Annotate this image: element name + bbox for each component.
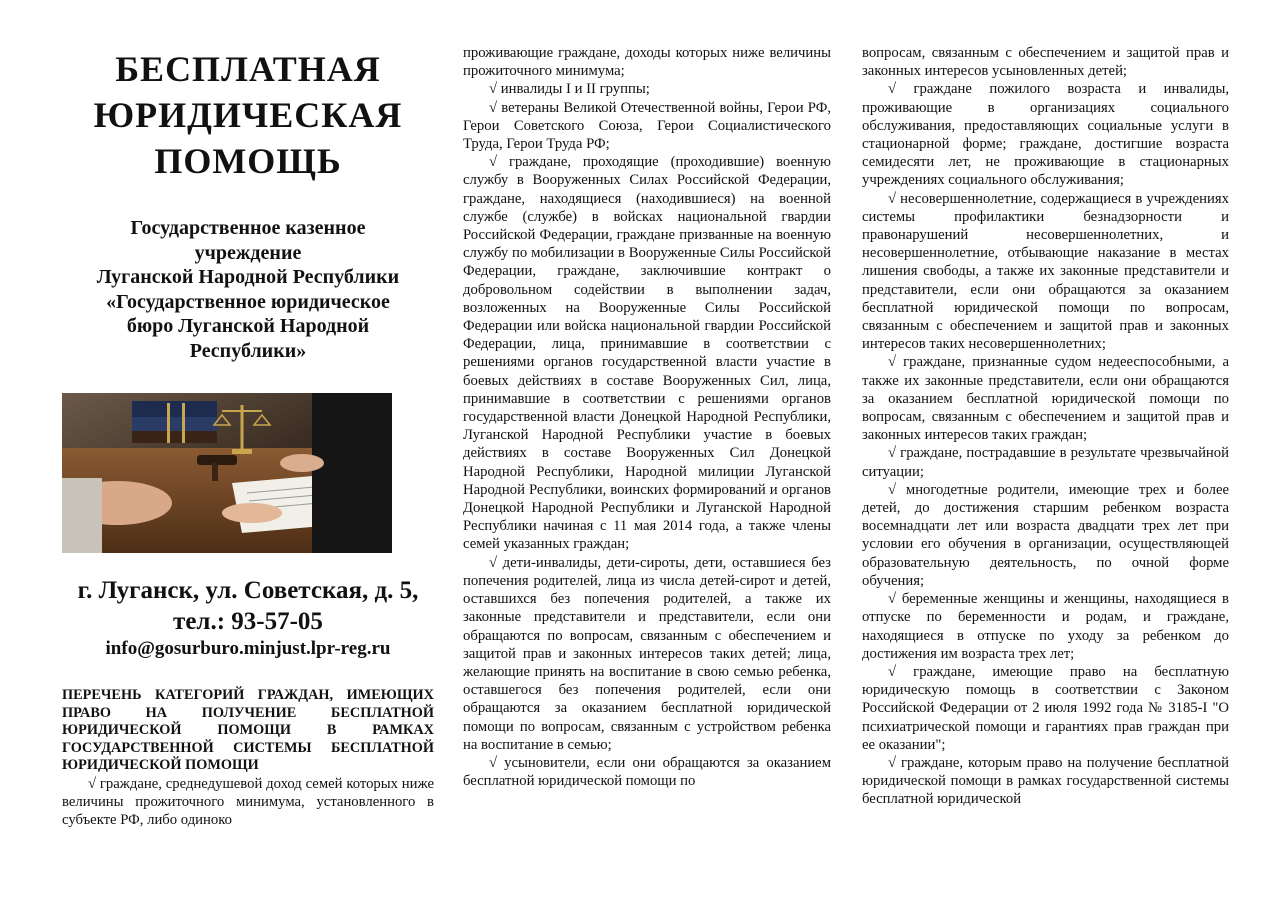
- middle-column: [463, 44, 831, 790]
- categories-heading: ПЕРЕЧЕНЬ КАТЕГОРИЙ ГРАЖДАН, ИМЕЮЩИХ ПРАВО НА ПОЛУЧЕНИЕ БЕСПЛАТНОЙ ЮРИДИЧЕСКОЙ ПОМОЩИ В РАМКАХ ГОСУДАРСТВЕННОЙ СИСТЕМЫ БЕСПЛАТНОЙ ЮРИДИЧЕСКОЙ ПОМОЩИ: [62, 687, 434, 773]
- category-item: √ несовершеннолетние, содержащиеся в учреждениях системы профилактики безнадзорности и правонарушений несовершеннолетних, и несовершеннолетние, отбывающие наказание в местах лишения свободы, а также их законные представители и представители, если они обращаются за оказанием бесплатной юридической помощи по вопросам, связанным с обеспечением и защитой прав и законных интересов таких несовершеннолетних;: [862, 190, 1229, 353]
- category-item: √ ветераны Великой Отечественной войны, Герои РФ, Герои Советского Союза, Герои Социалистического Труда, Герои Труда РФ;: [463, 99, 831, 153]
- category-item: √ граждане, признанные судом недееспособными, а также их законные представители, если они обращаются за оказанием бесплатной юридической помощи по вопросам, связанным с обеспечением и защитой прав и законных интересов таких граждан;: [862, 354, 1229, 444]
- category-item: √ усыновители, если они обращаются за оказанием бесплатной юридической помощи по: [463, 754, 831, 790]
- category-item: √ дети-инвалиды, дети-сироты, дети, оставшиеся без попечения родителей, лица из числа детей-сирот и детей, оставшихся без попечения родителей, а также их законные представители и представители, если они обращаются по вопросам, связанным с обеспечением и защитой прав и законных интересов таких детей; лица, желающие принять на воспитание в свою семью ребенка, оставшегося без попечения родителей, если они обращаются за оказанием бесплатной юридической помощи по вопросам, связанным с устройством ребенка на воспитание в семью;: [463, 554, 831, 753]
- category-item: √ инвалиды I и II группы;: [489, 81, 650, 98]
- lawyer-consultation-photo: [62, 393, 392, 553]
- phone: тел.: 93-57-05: [173, 608, 323, 635]
- category-item-continuation: вопросам, связанным с обеспечением и защитой прав и законных интересов усыновленных детей;: [862, 45, 1229, 80]
- category-item: √ граждане пожилого возраста и инвалиды, проживающие в организациях социального обслуживания, предоставляющих социальные услуги в стационарной форме; граждане, достигшие возраста семидесяти лет, не проживающие в стационарных учреждениях социального обслуживания;: [862, 81, 1229, 189]
- category-item: √ граждане, пострадавшие в результате чрезвычайной ситуации;: [862, 445, 1229, 480]
- address: г. Луганск, ул. Советская, д. 5,: [77, 577, 419, 604]
- category-item: √ беременные женщины и женщины, находящиеся в отпуске по беременности и родам, и граждане, находящиеся в отпуске по уходу за ребенком до достижения им возраста трех лет;: [862, 591, 1229, 662]
- category-item-continuation: проживающие граждане, доходы которых ниже величины прожиточного минимума;: [463, 45, 831, 80]
- category-item: √ граждане, проходящие (проходившие) военную службу в Вооруженных Силах Российской Федерации, граждане, находящиеся (находившиеся) на военной службе (службе) в войсках национальной гвардии Российской Федерации, граждане призванные на военную службу по мобилизации в Вооруженные Силы Российской Федерации, граждане, заключившие контракт о добровольном содействии в выполнении задач, возложенных на Вооруженные Силы Российской Федерации или войска национальной гвардии Российской Федерации, лица, принимавшие в соответствии с решениями органов государственной власти участие в боевых действиях в составе Вооруженных Сил, лица, принимавшие в соответствии с решениями органов государственной власти Донецкой Народной Республики, Луганской Народной Республики участие в боевых действиях в составе Вооруженных Сил Донецкой Народной Республики, Народной милиции Луганской Народной Республики, воинских формирований и органов Донецкой Народной Республики и Луганской Народной Республики начиная с 11 мая 2014 года, а также члены семей указанных граждан;: [463, 154, 831, 553]
- left-column: [62, 0, 434, 829]
- category-item: √ граждане, которым право на получение бесплатной юридической помощи в рамках государственной системы бесплатной юридической: [862, 754, 1229, 808]
- category-item: √ многодетные родители, имеющие трех и более детей, до достижения старшим ребенком возраста восемнадцати лет или возраста двадцати трех лет при условии его обучения в организации, осуществляющей образовательную деятельность, по очной форме обучения;: [862, 481, 1229, 589]
- email: info@gosurburo.minjust.lpr-reg.ru: [105, 638, 391, 659]
- contact-block: [62, 575, 434, 637]
- category-item: √ граждане, имеющие право на бесплатную юридическую помощь в соответствии с Законом Российской Федерации от 2 июля 1992 года № 3185-I "О психиатрической помощи и гарантиях прав граждан при ее оказании";: [862, 663, 1229, 753]
- brochure-title: БЕСПЛАТНАЯ ЮРИДИЧЕСКАЯ ПОМОЩЬ: [93, 49, 403, 181]
- right-column: [862, 44, 1229, 809]
- organization-name: Государственное казенное учреждение Луганской Народной Республики «Государственное юридическое бюро Луганской Народной Республики»: [96, 217, 400, 362]
- category-item: √ граждане, среднедушевой доход семей которых ниже величины прожиточного минимума, установленного в субъекте РФ, либо одиноко: [62, 775, 434, 828]
